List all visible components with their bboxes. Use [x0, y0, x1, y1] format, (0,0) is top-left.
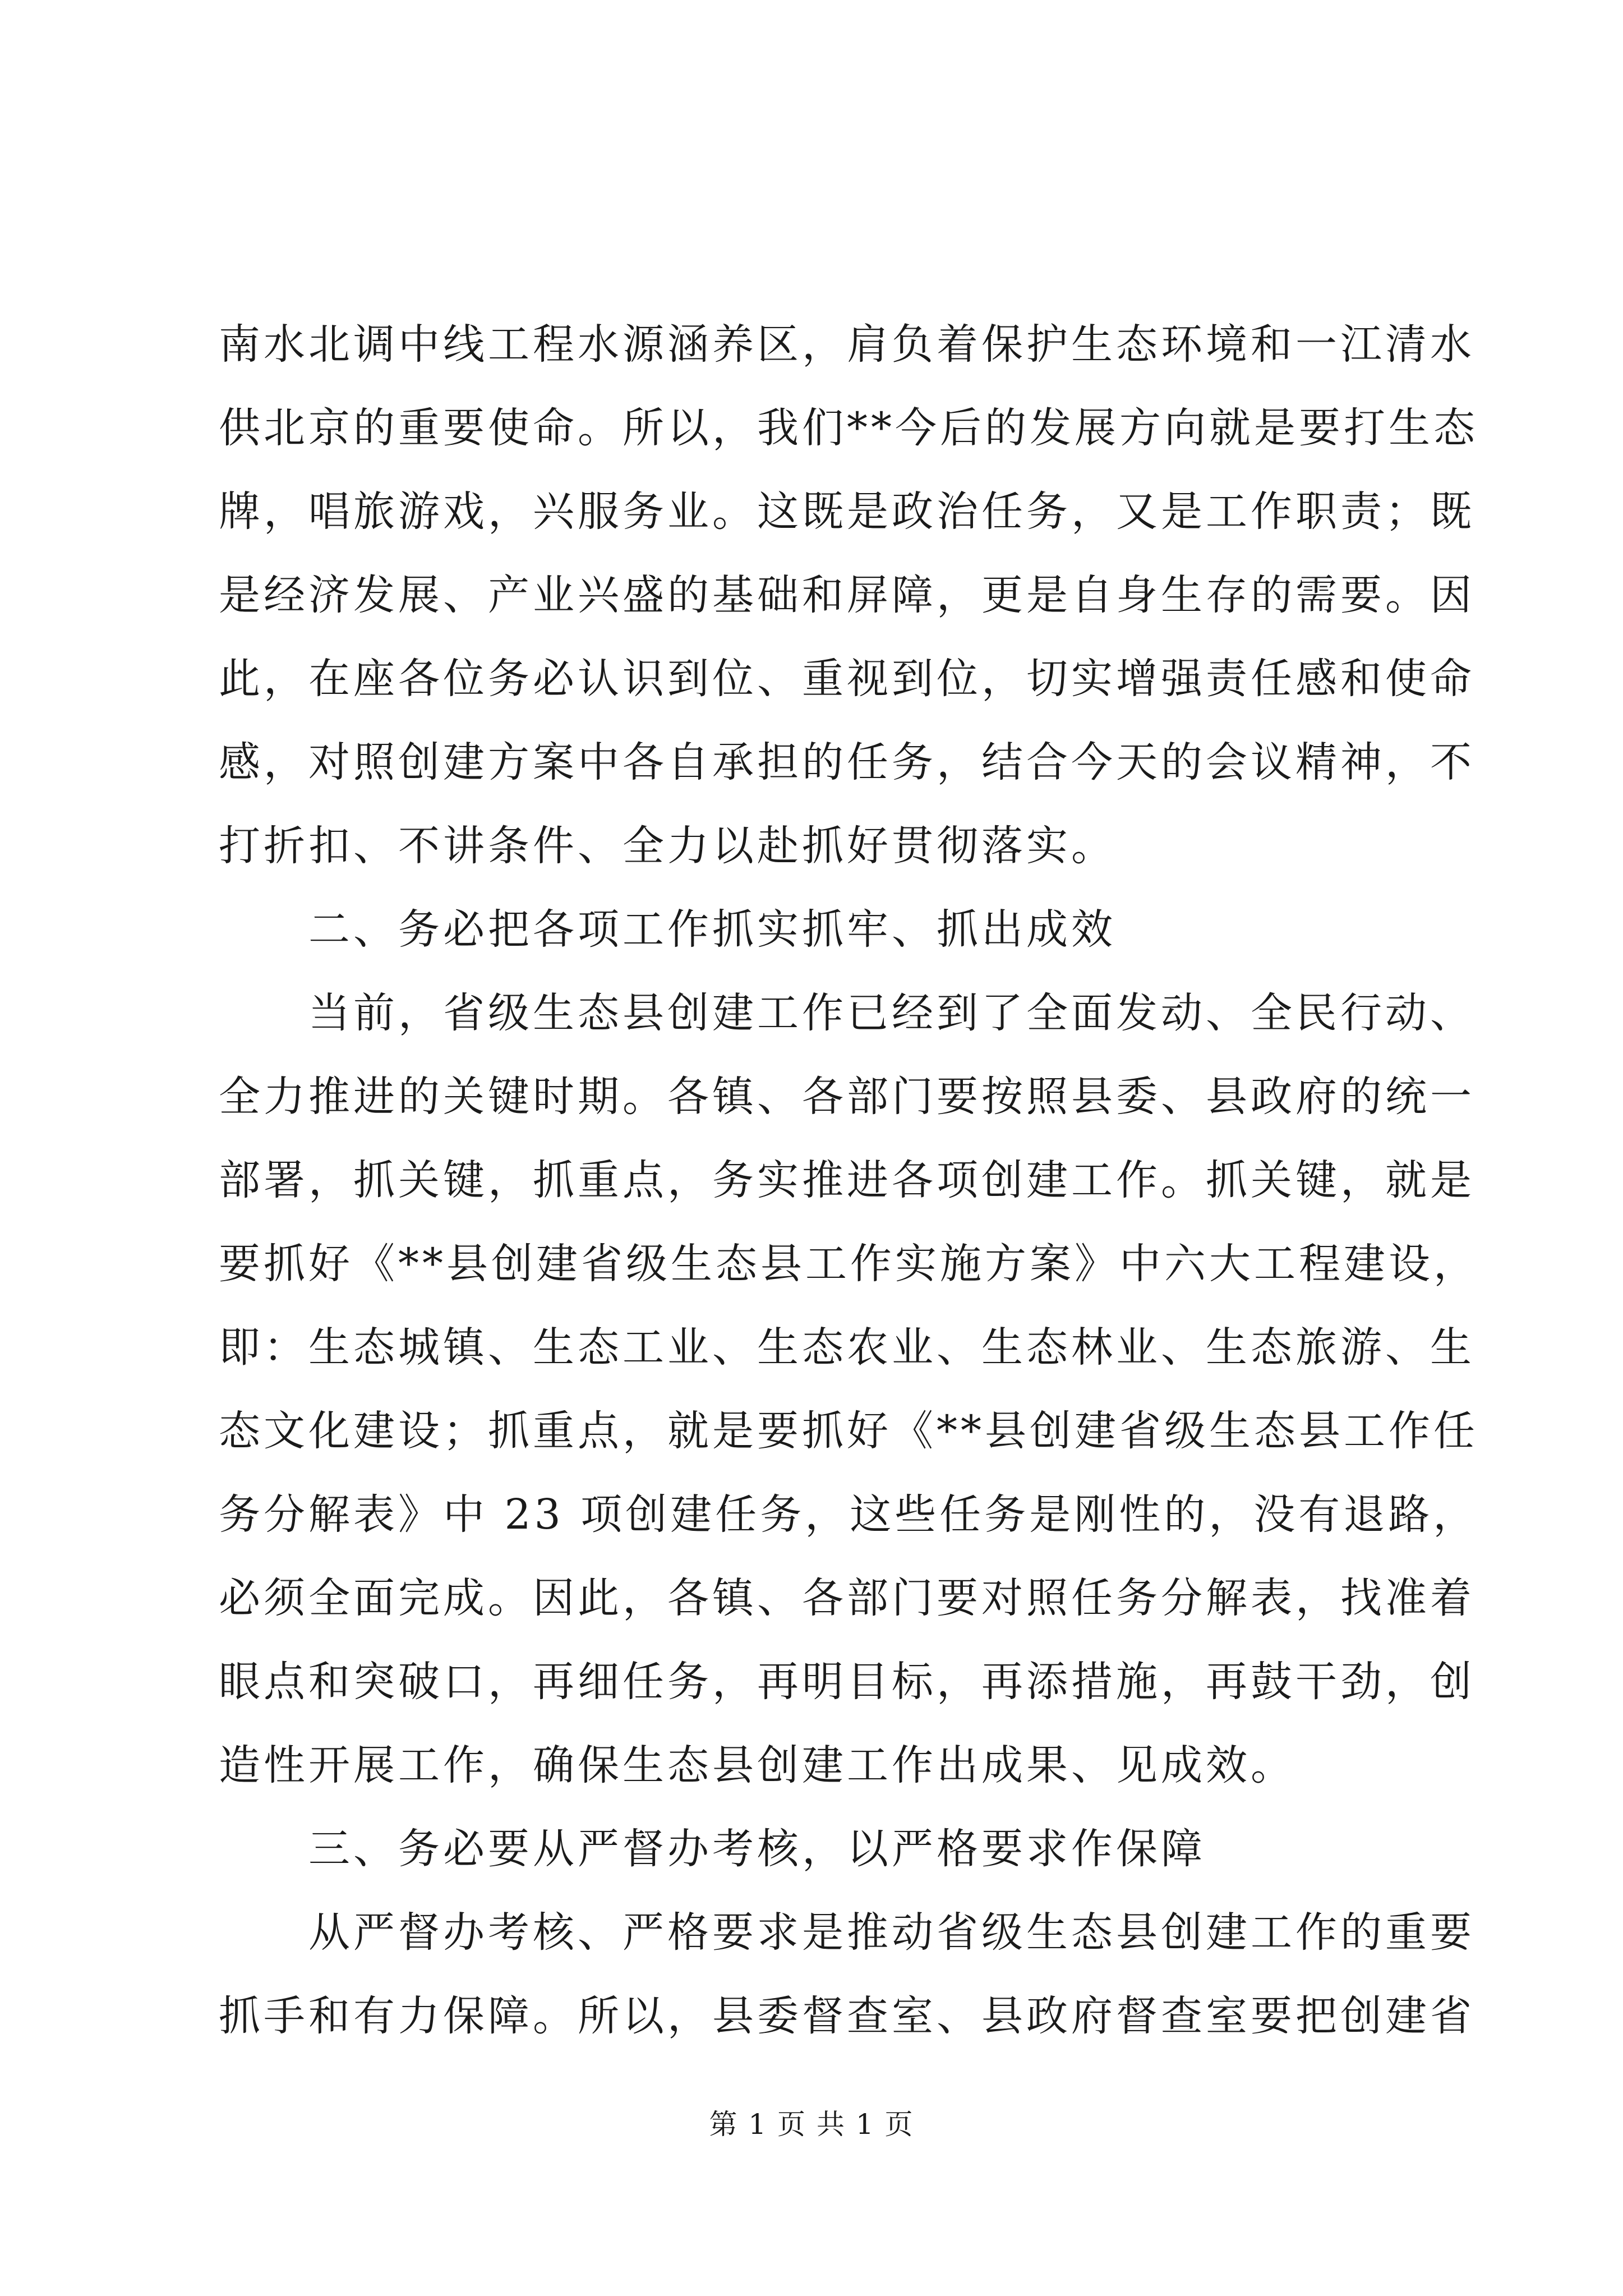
paragraph-line: 此，在座各位务必认识到位、重视到位，切实增强责任感和使命 — [219, 655, 1475, 703]
page-footer: 第 1 页 共 1 页 — [709, 2108, 914, 2141]
paragraph-line: 打折扣、不讲条件、全力以赴抓好贯彻落实。 — [219, 822, 1116, 870]
paragraph-line: 眼点和突破口，再细任务，再明目标，再添措施，再鼓干劲，创 — [219, 1658, 1475, 1706]
paragraph-line: 是经济发展、产业兴盛的基础和屏障，更是自身生存的需要。因 — [219, 571, 1475, 619]
paragraph-line-indented: 当前，省级生态县创建工作已经到了全面发动、全民行动、 — [308, 989, 1475, 1037]
paragraph-line: 部署，抓关键，抓重点，务实推进各项创建工作。抓关键，就是 — [219, 1156, 1475, 1204]
paragraph-line: 牌，唱旅游戏，兴服务业。这既是政治任务，又是工作职责；既 — [219, 487, 1475, 536]
paragraph-line: 全力推进的关键时期。各镇、各部门要按照县委、县政府的统一 — [219, 1073, 1475, 1121]
paragraph-line: 供北京的重要使命。所以，我们**今后的发展方向就是要打生态 — [219, 404, 1478, 452]
paragraph-line-indented: 二、务必把各项工作抓实抓牢、抓出成效 — [308, 905, 1116, 954]
document-body — [219, 303, 1478, 2058]
paragraph-line: 感，对照创建方案中各自承担的任务，结合今天的会议精神，不 — [219, 738, 1475, 786]
paragraph-line: 必须全面完成。因此，各镇、各部门要对照任务分解表，找准着 — [219, 1574, 1475, 1622]
paragraph-line: 务分解表》中 23 项创建任务，这些任务是刚性的，没有退路， — [219, 1490, 1478, 1539]
paragraph-line: 态文化建设；抓重点，就是要抓好《**县创建省级生态县工作任 — [219, 1407, 1478, 1455]
paragraph-line: 要抓好《**县创建省级生态县工作实施方案》中六大工程建设， — [219, 1240, 1478, 1288]
paragraph-line: 即：生态城镇、生态工业、生态农业、生态林业、生态旅游、生 — [219, 1323, 1475, 1372]
paragraph-line-indented: 三、务必要从严督办考核，以严格要求作保障 — [308, 1825, 1206, 1873]
paragraph-line: 抓手和有力保障。所以，县委督查室、县政府督查室要把创建省 — [219, 1992, 1475, 2040]
paragraph-line: 南水北调中线工程水源涵养区，肩负着保护生态环境和一江清水 — [219, 320, 1475, 369]
paragraph-line-indented: 从严督办考核、严格要求是推动省级生态县创建工作的重要 — [308, 1908, 1475, 1957]
paragraph-line: 造性开展工作，确保生态县创建工作出成果、见成效。 — [219, 1741, 1295, 1789]
